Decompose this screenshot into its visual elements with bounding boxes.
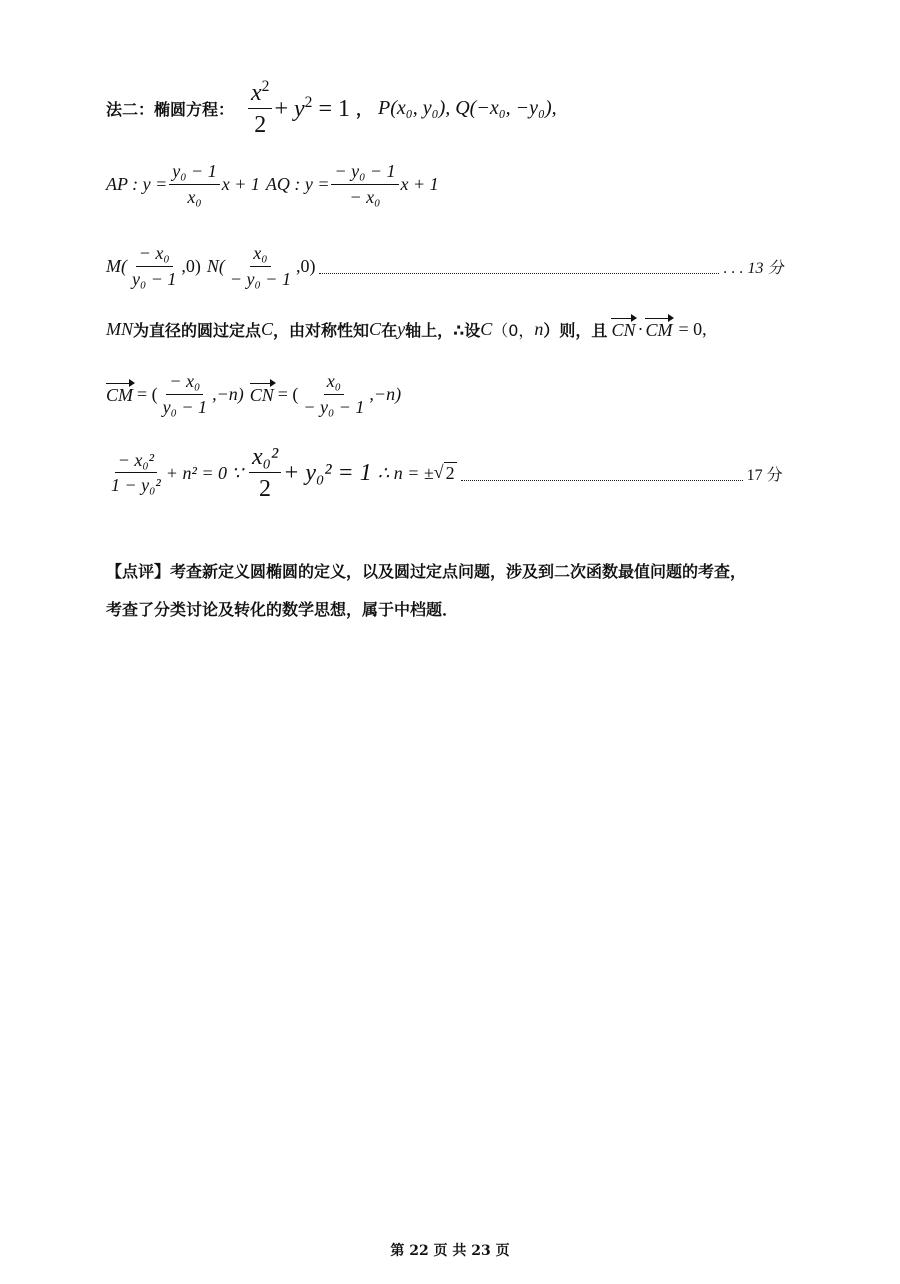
n-symbol: n	[534, 319, 544, 339]
ellipse-rest: + $y^2 = 1$	[274, 93, 351, 122]
score-13: . . . 13 分	[723, 260, 784, 278]
dot-leader-2	[461, 466, 743, 481]
f-fraction: $\frac{\text{− x₀²}}{\text{1 − y₀²}}$	[111, 449, 161, 496]
ap-prefix: AP : y =	[106, 174, 168, 195]
f-tail: + n² = 0 ∵	[165, 462, 243, 483]
mn-circle-line	[106, 318, 707, 341]
ap-aq-line	[106, 162, 439, 208]
aq-fraction: $\frac{\text{− y₀ − 1}}{\text{− x₀}}$	[331, 162, 398, 208]
vector-cn-2: CN	[249, 385, 274, 406]
method2-comma: ，	[356, 99, 373, 119]
vector-cn: CN	[611, 320, 636, 340]
m-tail: ,0)	[181, 256, 201, 277]
vectors-line	[106, 372, 401, 418]
ap-fraction: $\frac{\text{y₀ − 1}}{\text{x₀}}$	[169, 162, 219, 208]
final-line	[106, 444, 796, 503]
cn-tail: ,−n)	[369, 384, 402, 405]
mn-text-b: ，由对称性知	[273, 321, 370, 340]
cm-eq: = (	[137, 384, 158, 405]
method2-label: 法二：椭圆方程：	[106, 99, 235, 119]
mn-text-e: （0，	[492, 321, 535, 340]
comment-paragraph	[106, 553, 806, 629]
mn-text-c: 在	[381, 321, 398, 340]
ellipse-x-fraction: $\frac{x^2}{2}$	[248, 78, 272, 139]
aq-prefix: AQ : y =	[265, 174, 330, 195]
cn-eq: = (	[277, 384, 299, 405]
page-footer: 第 22 页 共 23 页	[390, 1243, 510, 1259]
cn-fraction: $\frac{\text{x₀}}{\text{− y₀ − 1}}$	[303, 371, 365, 417]
g-fraction: $\frac{\text{x₀²}}{2}$	[249, 444, 281, 503]
mn-text-f: ）则，且	[543, 321, 608, 340]
sqrt-two: √ 2	[433, 462, 455, 484]
c-symbol-3: C	[480, 319, 493, 339]
therefore: ∴ n = ±	[377, 462, 434, 483]
m-prefix: M(	[106, 256, 127, 277]
cm-fraction: $\frac{\text{− x₀}}{\text{y₀ − 1}}$	[162, 371, 208, 417]
cm-tail: ,−n)	[212, 384, 244, 405]
vector-cm: CM	[645, 320, 673, 340]
n-prefix: N(	[206, 256, 225, 277]
dot-operator: ·	[637, 319, 644, 339]
mn-text-a: 为直径的圆过定点	[133, 321, 262, 340]
m-fraction: $\frac{\text{− x₀}}{\text{y₀ − 1}}$	[132, 243, 177, 289]
comment-line-1: 【点评】考查新定义圆椭圆的定义，以及圆过定点问题，涉及到二次函数最值问题的考查，	[106, 562, 747, 581]
ap-tail: x + 1	[221, 174, 260, 195]
n-tail: ,0)	[295, 256, 316, 277]
mn-symbol: MN	[106, 319, 133, 339]
c-symbol-2: C	[369, 319, 382, 339]
dot-leader	[319, 259, 719, 274]
vector-cm-2: CM	[106, 385, 133, 406]
aq-tail: x + 1	[400, 174, 439, 195]
comment-line-2: 考查了分类讨论及转化的数学思想，属于中档题．	[106, 600, 459, 619]
n-fraction: $\frac{\text{x₀}}{\text{− y₀ − 1}}$	[229, 243, 291, 289]
mn-text-eq: = 0,	[678, 319, 707, 339]
g-tail: + y₀² = 1	[283, 459, 372, 486]
pq-points: P(x₀, y₀), Q(−x₀, −y₀),	[378, 96, 557, 119]
score-17: 17 分	[746, 466, 783, 484]
c-symbol: C	[261, 319, 274, 339]
y-symbol: y	[397, 319, 406, 339]
mn-text-d: 轴上，∴设	[405, 321, 481, 340]
method2-line	[106, 78, 557, 139]
mn-points-line	[106, 244, 796, 290]
